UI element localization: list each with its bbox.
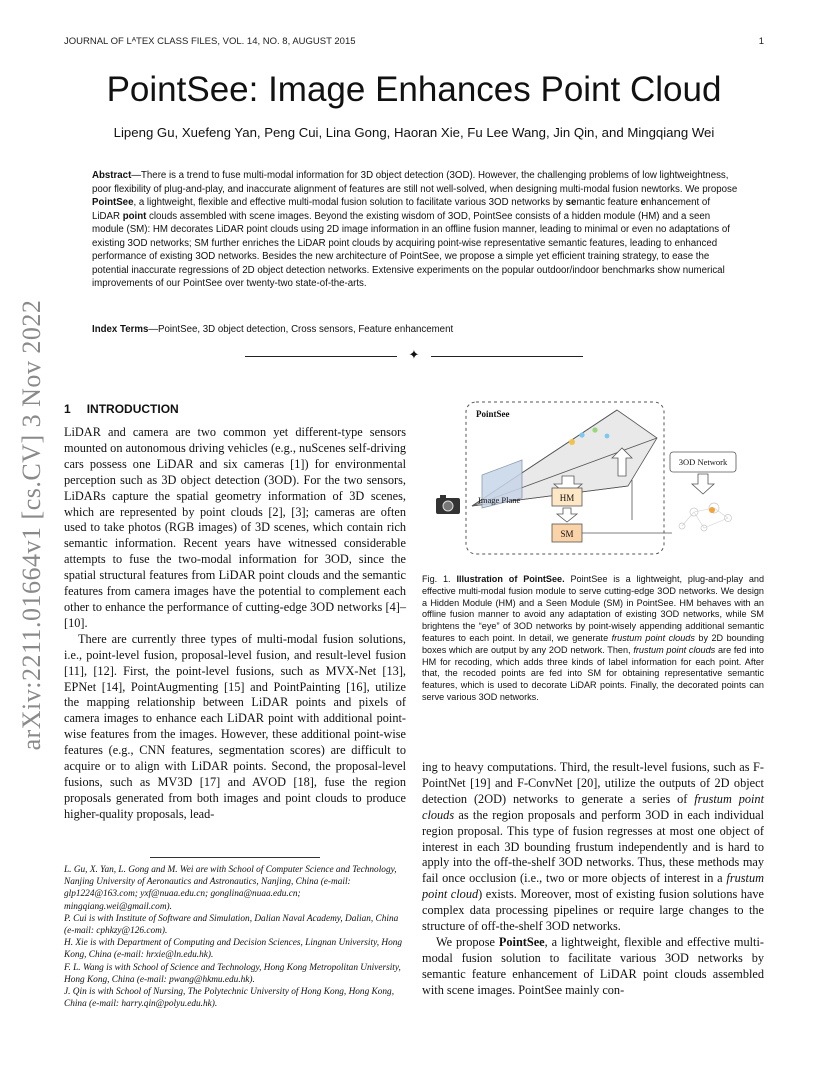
abstract-acronym-letter: se: [565, 197, 577, 208]
intro-paragraph-1: [64, 425, 406, 632]
body-text: LiDAR and camera are two common yet different-type sensors mounted on autonomous driving vehicles (e.g., nuScenes self-driving cars possess one LiDAR and six cameras: [64, 425, 406, 471]
intro-left-column: [64, 425, 406, 823]
citation-link[interactable]: [4]: [385, 599, 400, 614]
caption-label: Fig. 1.: [422, 574, 457, 584]
footnote: H. Xie is with Department of Computing and Decision Sciences, Lingnan University, Hong Kong, China (e-mail: hrxie@ln.edu.hk).: [64, 938, 403, 961]
abstract-acronym-letter: point: [122, 210, 147, 222]
body-text: , PointAugmenting: [122, 679, 224, 694]
camera-icon: [436, 495, 460, 514]
hm-label: HM: [559, 493, 575, 503]
footnote: J. Qin is with School of Nursing, The Polytechnic University of Hong Kong, Hong Kong, China (e-mail: harry.qin@polyu.edu.hk).: [64, 987, 395, 1010]
citation-link[interactable]: [20]: [576, 775, 598, 790]
section-separator: [245, 350, 583, 362]
citation-link[interactable]: [16]: [346, 679, 367, 694]
pointsee-diagram: [432, 400, 766, 562]
section-number: 1: [64, 402, 71, 416]
body-text: ) for environmental perception such as 3D object detection (3OD). For the two sensors, LiDARs capture the spatial geometry information of 3D scenes, which are represented by point clouds: [64, 456, 406, 519]
paper-title: PointSee: Image Enhances Point Cloud: [106, 70, 722, 109]
down-arrow-icon: [557, 508, 577, 522]
body-text: as the region proposals and perform 3OD in each individual region proposal. This type of fusion regresses at most one object of interest in each 3D bounding frustum independently and is hard to apply into the off-the-shelf 3OD networks. Thus, these methods may fail once occlusion (i.e., two or more objects of interest in a: [422, 807, 764, 886]
footnote: P. Cui is with Institute of Software and Simulation, Dalian Naval Academy, Dalian, China (e-mail: cphkzy@126.com).: [64, 913, 399, 937]
body-text: , EPNet: [64, 663, 406, 694]
abstract-text: nhancement of LiDAR: [92, 197, 711, 222]
abstract-text: mantic feature: [576, 197, 641, 208]
body-text: and F-ConvNet: [490, 775, 577, 790]
abstract-method-name: PointSee: [92, 197, 134, 208]
citation-link[interactable]: [12]: [93, 663, 114, 678]
figure-1: [432, 400, 766, 562]
network-label: 3OD Network: [678, 457, 728, 467]
point-dot: [579, 432, 584, 437]
citation-link[interactable]: [17]: [199, 774, 221, 789]
emphasis-text: frustum point clouds: [422, 791, 764, 822]
body-text: There are currently three types of multi-modal fusion solutions, i.e., point-level fusion, proposal-level fusion, and result-level fusion: [64, 631, 406, 662]
index-terms: [92, 324, 738, 335]
author-footnotes: [64, 864, 406, 1010]
section-title-initial: I: [86, 402, 91, 416]
body-text: ) exists. Moreover, most of existing fusion solutions have complex data processing pipelines or require large changes to the structure of off-the-shelf 3OD networks.: [422, 887, 764, 934]
abstract-text: —There is a trend to fuse multi-modal information for 3D object detection (3OD). However, the challenging problems of low lightweightness, poor flexibility of plug-and-play, and inaccurate alignment of features are still not well-solved, when designing multi-modal fusion newtorks. We propose: [92, 170, 738, 195]
citation-link[interactable]: [19]: [470, 775, 491, 790]
body-text: and PointPainting: [244, 679, 347, 694]
body-text: .: [84, 615, 88, 630]
body-text: ,: [84, 663, 94, 678]
right-paragraph-1: [422, 760, 764, 935]
body-text: and AVOD: [220, 774, 294, 789]
separator-diamond-icon: ✦: [408, 348, 420, 363]
citation-link[interactable]: [2]: [268, 504, 283, 519]
citation-link[interactable]: [18]: [293, 774, 314, 789]
caption-emphasis: frustum point clouds: [611, 632, 695, 643]
citation-link[interactable]: [14]: [101, 679, 123, 694]
caption-title: Illustration of PointSee.: [456, 574, 565, 584]
body-text: , fuse the region proposals generated from both images and point clouds to produce higher-quality proposals, lead-: [64, 774, 406, 821]
separator-line: [431, 356, 583, 357]
body-text: ,: [282, 504, 292, 519]
citation-link[interactable]: [10]: [64, 615, 85, 630]
pointsee-box-label: PointSee: [476, 409, 510, 419]
citation-link[interactable]: [13]: [382, 663, 403, 678]
abstract: [92, 169, 738, 291]
body-text: ; cameras are often used to take photos (RGB images) of 3D scenes, which contain rich semantic information. Recent years have witnessed considerable attempts to fuse the two-modal information for 3OD, since the spatial structural features from LiDAR point clouds and the semantic features from camera images have the potential to complement each other to enhance the performance of cutting-edge 3OD networks: [64, 504, 406, 614]
caption-text: are fed into HM for recoding, which adds three kinds of label information for each point. After that, the recoded points are fed into SM for obtaining representative semantic features, which is used to decorate LiDAR points. Finally, the decorated points can serve various 3OD networks.: [422, 644, 764, 702]
figure-caption: [422, 574, 764, 704]
right-paragraph-2: [422, 935, 764, 999]
caption-text: PointSee is a lightweight, plug-and-play and effective multi-modal fusion module to serve cutting-edge 3OD networks. We design a Hidden Module (HM) and a Seen Module (SM) in PointSee. HM behaves with an offline fusion manner to avoid any adaptation of existing 3OD networks, while SM brightens the “eye” of 3OD networks by point-wisely appending additional semantic features to each point. In detail, we generate: [422, 574, 765, 643]
point-dot: [605, 434, 610, 439]
body-text: , utilize the mapping relationship between LiDAR points and pixels of camera images to enhance each LiDAR point with additional point-wise features from the images. However, these additional point-wise features (e.g., CNN features, segmentation scores) are difficult to acquire or to align with LiDAR points. Second, the proposal-level fusions, such as MV3D: [64, 679, 406, 789]
intro-paragraph-2: [64, 632, 406, 823]
sm-label: SM: [560, 529, 574, 539]
footnote: F. L. Wang is with School of Science and Technology, Hong Kong Metropolitan University, Hong Kong, China (e-mail: pwang@hkmu.edu.hk).: [64, 962, 401, 985]
citation-link[interactable]: [3]: [291, 504, 306, 519]
intro-right-column: [422, 760, 764, 999]
page-number: 1: [758, 36, 764, 47]
footnote-rule: [150, 857, 320, 858]
abstract-text: , a lightweight, flexible and effective multi-modal fusion solution to facilitate various 3OD networks by: [133, 197, 566, 208]
body-text: , utilize the outputs of 2D object detection (2OD) networks to generate a series of: [422, 775, 764, 806]
arxiv-stamp: [2, 290, 62, 760]
point-dot: [569, 439, 575, 445]
journal-name: JOURNAL OF LᴬTEX CLASS FILES, VOL. 14, NO. 8, AUGUST 2015: [64, 36, 356, 47]
abstract-text: clouds assembled with scene images. Beyond the existing wisdom of 3OD, PointSee consists of a hidden module (HM) and a seen module (SM): HM decorates LiDAR point clouds using 2D image information in an offline fusion manner, leading to minimal or even no adaptations of existing 3OD networks; SM further enriches the LiDAR point clouds by acquiring point-wise representative semantic features, leading to enhanced performance of existing 3OD networks. Besides the new architecture of PointSee, we propose a simple yet efficient training strategy, to ease the potential inaccurate regressions of 2D object detection networks. Extensive experiments on the popular outdoor/indoor benchmarks show numerical improvements of our PointSee over twenty-two state-of-the-arts.: [92, 210, 730, 289]
citation-link[interactable]: [1]: [290, 456, 305, 471]
section-title-rest: NTRODUCTION: [90, 402, 179, 416]
abstract-acronym-letter: e: [640, 197, 646, 208]
pointsee-plugin-icon: [709, 507, 715, 513]
caption-emphasis: frustum point clouds: [633, 644, 716, 655]
citation-link[interactable]: [11]: [64, 663, 85, 678]
author-list: Lipeng Gu, Xuefeng Yan, Peng Cui, Lina Gong, Haoran Xie, Fu Lee Wang, Jin Qin, and Mingqiang Wei: [113, 125, 715, 140]
running-header: [64, 36, 764, 50]
body-text: We propose: [436, 934, 499, 949]
point-dot: [592, 427, 597, 432]
separator-line: [245, 356, 397, 357]
arxiv-stamp-text: arXiv:2211.01664v1 [cs.CV] 3 Nov 2022: [17, 299, 46, 751]
body-text: –: [399, 599, 406, 614]
caption-text: by 2D bounding boxes which are output by any 2OD network. Then,: [422, 632, 765, 655]
method-name: PointSee: [498, 934, 545, 949]
index-terms-label: Index Terms: [92, 324, 149, 335]
body-text: , a lightweight, flexible and effective multi-modal fusion solution to facilitate various 3OD networks by semantic feature enhancement of LiDAR point clouds assembled with scene images. PointSee mainly con-: [422, 934, 764, 997]
body-text: ing to heavy computations. Third, the result-level fusions, such as F-PointNet: [422, 760, 764, 790]
body-text: . First, the point-level fusions, such as MVX-Net: [113, 663, 383, 678]
footnote: L. Gu, X. Yan, L. Gong and M. Wei are with School of Computer Science and Technology, Nanjing University of Aeronautics and Astronautics, Nanjing, China (e-mail: glp1224@163.com; yxf@nuaa.edu.cn; gonglina@nuaa.edu.cn; mingqiang.wei@gmail.com).: [64, 865, 397, 912]
image-plane-label: Image Plane: [478, 495, 521, 505]
emphasis-text: frustum point cloud: [422, 871, 764, 902]
index-terms-text: —PointSee, 3D object detection, Cross sensors, Feature enhancement: [148, 324, 454, 335]
citation-link[interactable]: [15]: [224, 679, 245, 694]
down-arrow-icon: [692, 474, 714, 494]
network-sketch-icon: [679, 503, 732, 531]
section-heading: [64, 402, 404, 416]
abstract-label: Abstract: [92, 170, 132, 181]
